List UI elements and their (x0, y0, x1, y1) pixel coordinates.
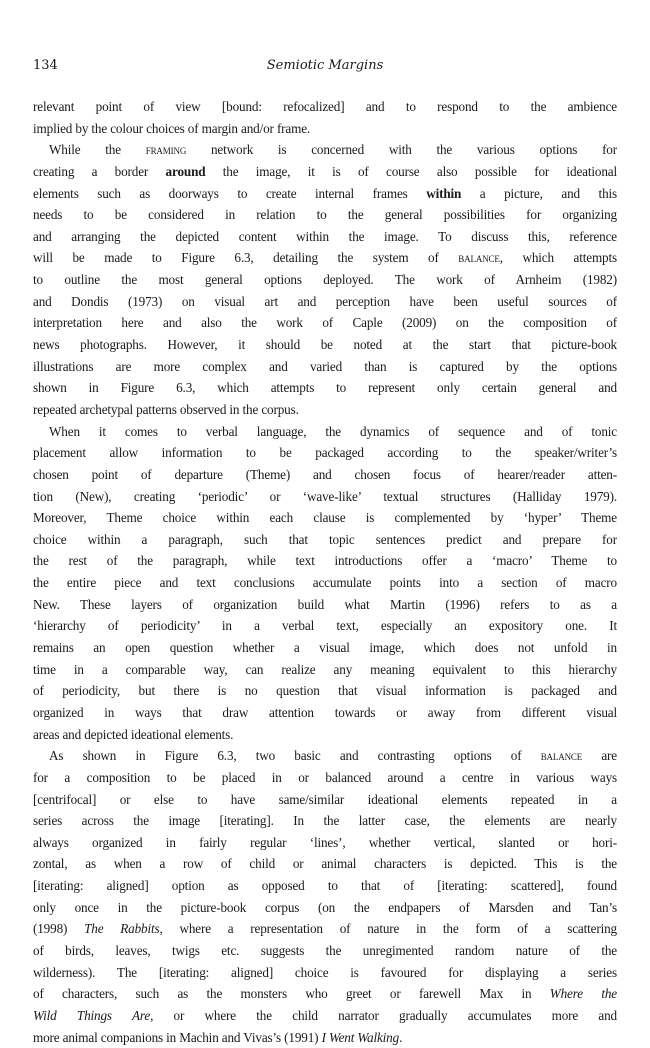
text-line: of periodicity, but there is no question that visual information is packaged and (33, 683, 617, 699)
text-line: [iterating: aligned] option as opposed to that of [iterating: scattered], found (33, 878, 617, 894)
text-line: chosen point of departure (Theme) and chosen focus of hearer/reader atten- (33, 466, 617, 482)
text-line: more animal companions in Machin and Vivas’s (1991) I Went Walking. (33, 1029, 403, 1045)
text-line: New. These layers of organization build what Martin (1996) refers to as a (33, 596, 617, 612)
body-text (33, 96, 617, 1048)
text-line: the rest of the paragraph, while text introductions offer a ‘macro’ Theme to (33, 553, 617, 569)
text-line: and Dondis (1973) on visual art and perception have been useful sources of (33, 293, 617, 309)
page-header (33, 58, 617, 78)
text-line: [centrifocal] or else to have same/similar ideational elements repeated in a (33, 791, 617, 807)
text-line: of characters, such as the monsters who greet or farewell Max in Where the (33, 986, 617, 1002)
text-line: time in a comparable way, can realize any meaning equivalent to this hierarchy (33, 661, 617, 677)
text-line: creating a border around the image, it is of course also possible for ideational (33, 163, 617, 179)
text-line: choice within a paragraph, such that topic sentences predict and prepare for (33, 531, 617, 547)
text-line: only once in the picture-book corpus (on the endpapers of Marsden and Tan’s (33, 899, 617, 915)
text-line: series across the image [iterating]. In the latter case, the elements are nearly (33, 813, 617, 829)
text-line: organized in ways that draw attention towards or away from different visual (33, 704, 617, 720)
text-line: When it comes to verbal language, the dynamics of sequence and of tonic (49, 423, 617, 439)
text-line: As shown in Figure 6.3, two basic and contrasting options of balance are (49, 748, 617, 764)
text-line: While the framing network is concerned with the various options for (49, 142, 617, 158)
text-line: Moreover, Theme choice within each clause is complemented by ‘hyper’ Theme (33, 510, 617, 526)
text-line: the entire piece and text conclusions accumulate points into a section of macro (33, 575, 617, 591)
text-line: ‘hierarchy of periodicity’ in a verbal text, especially an expository one. It (33, 618, 617, 634)
running-head: Semiotic Margins (266, 58, 384, 73)
text-line: illustrations are more complex and varied than is captured by the options (33, 358, 617, 374)
text-line: Wild Things Are, or where the child narrator gradually accumulates more and (33, 1007, 617, 1023)
text-line: will be made to Figure 6.3, detailing the system of balance, which attempts (33, 250, 617, 266)
text-line: remains an open question whether a visual image, which does not unfold in (33, 640, 617, 656)
text-line: relevant point of view [bound: refocalized] and to respond to the ambience (33, 99, 617, 114)
text-line: placement allow information to be packaged according to the speaker/writer’s (33, 445, 617, 461)
text-line: repeated archetypal patterns observed in the corpus. (33, 401, 299, 417)
text-line: of birds, leaves, twigs etc. suggests the unregimented random nature of the (33, 942, 617, 958)
text-line: (1998) The Rabbits, where a representation of nature in the form of a scattering (33, 921, 617, 937)
text-line: for a composition to be placed in or balanced around a centre in various ways (33, 769, 617, 785)
text-line: wilderness). The [iterating: aligned] choice is favoured for displaying a series (33, 964, 617, 980)
text-line: shown in Figure 6.3, which attempts to represent only certain general and (33, 380, 617, 396)
text-line: always organized in fairly regular ‘lines’, whether vertical, slanted or hori- (33, 834, 617, 850)
text-line: news photographs. However, it should be noted at the start that picture-book (33, 337, 617, 353)
page-number: 134 (33, 58, 58, 73)
text-line: implied by the colour choices of margin and/or frame. (33, 120, 311, 136)
text-line: zontal, as when a row of child or animal characters is depicted. This is the (33, 856, 617, 872)
text-line: tion (New), creating ‘periodic’ or ‘wave-like’ textual structures (Halliday 1979). (33, 488, 617, 504)
text-line: and arranging the depicted content within the image. To discuss this, reference (33, 228, 617, 244)
text-line: elements such as doorways to create internal frames within a picture, and this (33, 185, 617, 201)
text-line: interpretation here and also the work of Caple (2009) on the composition of (33, 315, 617, 331)
text-line: areas and depicted ideational elements. (33, 726, 234, 742)
text-line: to outline the most general options deployed. The work of Arnheim (1982) (33, 272, 617, 288)
text-line: needs to be considered in relation to the general possibilities for organizing (33, 207, 617, 223)
